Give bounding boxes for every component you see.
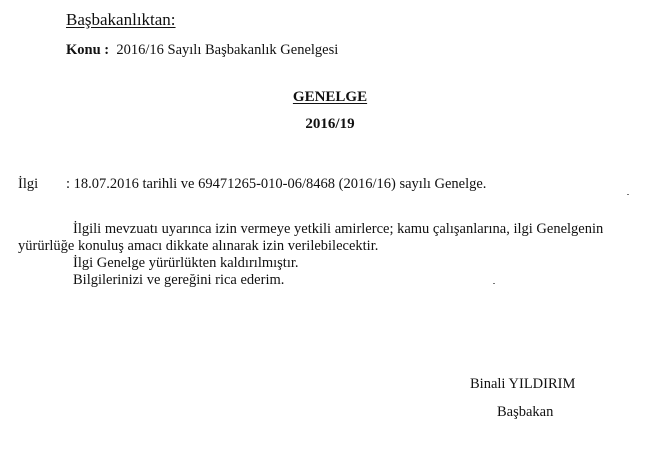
body-paragraph-1-line-2: yürürlüğe konuluş amacı dikkate alınarak izin verilebilecektir. (18, 238, 379, 254)
scan-speck (627, 194, 629, 195)
issuer-heading: Başbakanlıktan: (66, 10, 176, 29)
reference-label: İlgi (18, 176, 39, 192)
scan-speck (493, 283, 495, 284)
body-paragraph-1-line-1: İlgili mevzuatı uyarınca izin vermeye yetkili amirlerce; kamu çalışanlarına, ilgi Genelgenin (73, 221, 604, 237)
document-number: 2016/19 (305, 116, 355, 132)
body-paragraph-3: Bilgilerinizi ve gereğini rica ederim. (73, 272, 285, 288)
subject-line (66, 42, 338, 59)
body-paragraph-2: İlgi Genelge yürürlükten kaldırılmıştır. (73, 255, 299, 271)
subject-text: 2016/16 Sayılı Başbakanlık Genelgesi (116, 42, 339, 58)
signer-name: Binali YILDIRIM (470, 376, 576, 392)
subject-label: Konu : (66, 42, 110, 58)
signer-title: Başbakan (497, 404, 554, 420)
document-body (18, 221, 633, 289)
reference-text: : 18.07.2016 tarihli ve 69471265-010-06/8468 (2016/16) sayılı Genelge. (66, 176, 487, 192)
document-title: GENELGE (292, 89, 368, 105)
